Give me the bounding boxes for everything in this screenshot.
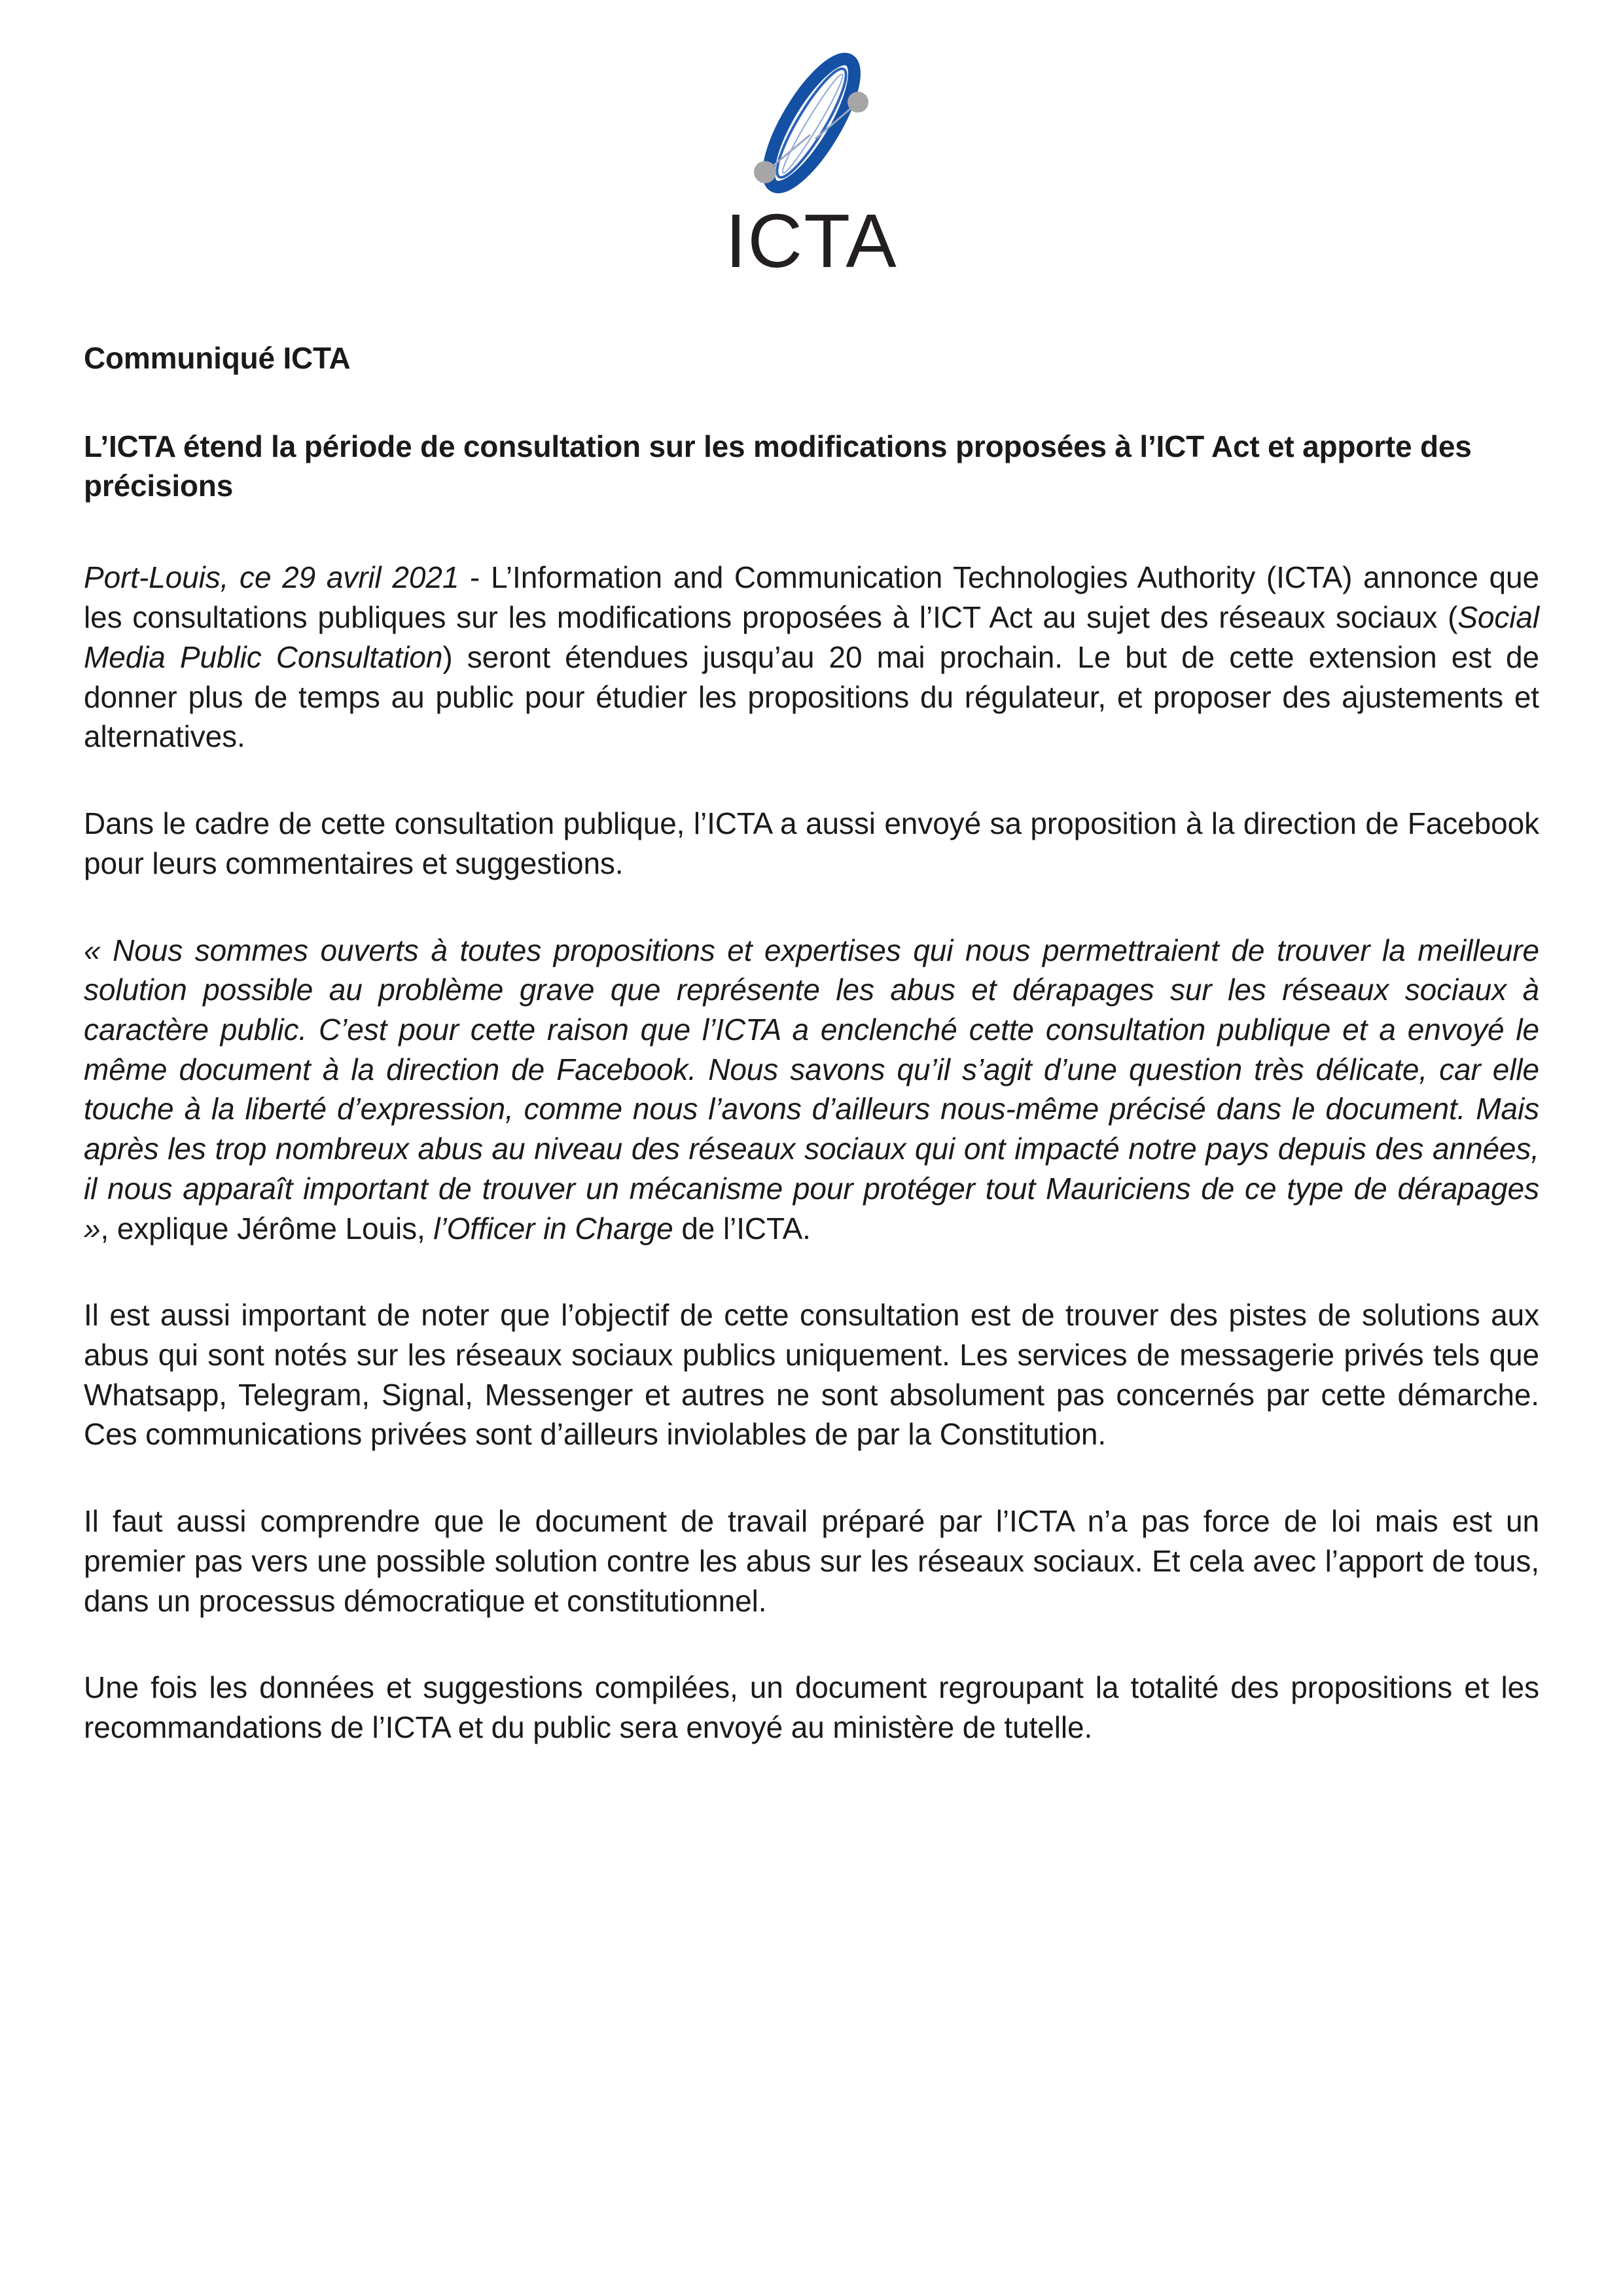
document-body <box>84 339 1539 1748</box>
logo-wordmark: ICTA <box>725 198 898 283</box>
paragraph-working-document <box>84 1501 1539 1621</box>
text-run-regular: Il faut aussi comprendre que le document de travail préparé par l’ICTA n’a pas force de loi mais est un premier pas vers une possible solution contre les abus sur les réseaux sociaux. Et cela avec l’apport de tous, dans un processus démocratique et constitutionnel. <box>84 1504 1539 1618</box>
text-run-regular: Dans le cadre de cette consultation publique, l’ICTA a aussi envoyé sa proposition à la direction de Facebook pour leurs commentaires et suggestions. <box>84 806 1539 880</box>
text-run-italic: Port-Louis, ce 29 avril 2021 <box>84 560 459 595</box>
page-title: L’ICTA étend la période de consultation sur les modifications proposées à l’ICT Act et apporte des précisions <box>84 429 1472 503</box>
text-run-regular: ) seront étendues jusqu’au 20 mai prochain. Le but de cette extension est de donner plus de temps au public pour étudier les propositions du régulateur, et proposer des ajustements et alternatives. <box>84 639 1539 754</box>
text-run-italic: « Nous sommes ouverts à toutes propositions et expertises qui nous permettraient de trouver la meilleure solution possible au problème grave que représente les abus et dérapages sur les réseaux sociaux à caractère public. C’est pour cette raison que l’ICTA a enclenché cette consultation publique et a envoyé le même document à la direction de Facebook. Nous savons qu’il s’agit d’une question très délicate, car elle touche à la liberté d’expression, comme nous l’avons d’ailleurs nous-même précisé dans le document. Mais après les trop nombreux abus au niveau des réseaux sociaux qui ont impacté notre pays depuis des années, il nous apparaît important de trouver un mécanisme pour protéger tout Mauriciens de ce type de dérapages » <box>84 933 1539 1246</box>
text-run-italic: Social Media Public Consultation <box>84 600 1539 674</box>
text-run-italic: l’Officer in Charge <box>433 1211 673 1246</box>
paragraph-dateline <box>84 558 1539 757</box>
text-run-regular: Une fois les données et suggestions compilées, un document regroupant la totalité des propositions et les recommandations de l’ICTA et du public sera envoyé au ministère de tutelle. <box>84 1670 1539 1744</box>
icta-orbit-logo-icon <box>713 51 910 215</box>
text-run-regular: de l’ICTA. <box>673 1211 811 1246</box>
icta-logo <box>84 0 1539 283</box>
paragraph-quote <box>84 931 1539 1249</box>
paragraph-facebook <box>84 804 1539 883</box>
text-run-regular: - L’Information and Communication Technologies Authority (ICTA) annonce que les consultations publiques sur les modifications proposées à l’ICT Act au sujet des réseaux sociaux ( <box>84 560 1539 635</box>
paragraph-scope <box>84 1295 1539 1454</box>
text-run-regular: Il est aussi important de noter que l’objectif de cette consultation est de trouver des pistes de solutions aux abus qui sont notés sur les réseaux sociaux publics uniquement. Les services de messagerie privés tels que Whatsapp, Telegram, Signal, Messenger et autres ne sont absolument pas concernés par cette démarche. Ces communications privées sont d’ailleurs inviolables de par la Constitution. <box>84 1298 1539 1452</box>
paragraph-next-steps <box>84 1668 1539 1747</box>
communique-kicker: Communiqué ICTA <box>84 341 351 375</box>
text-run-regular: , explique Jérôme Louis, <box>100 1211 434 1246</box>
